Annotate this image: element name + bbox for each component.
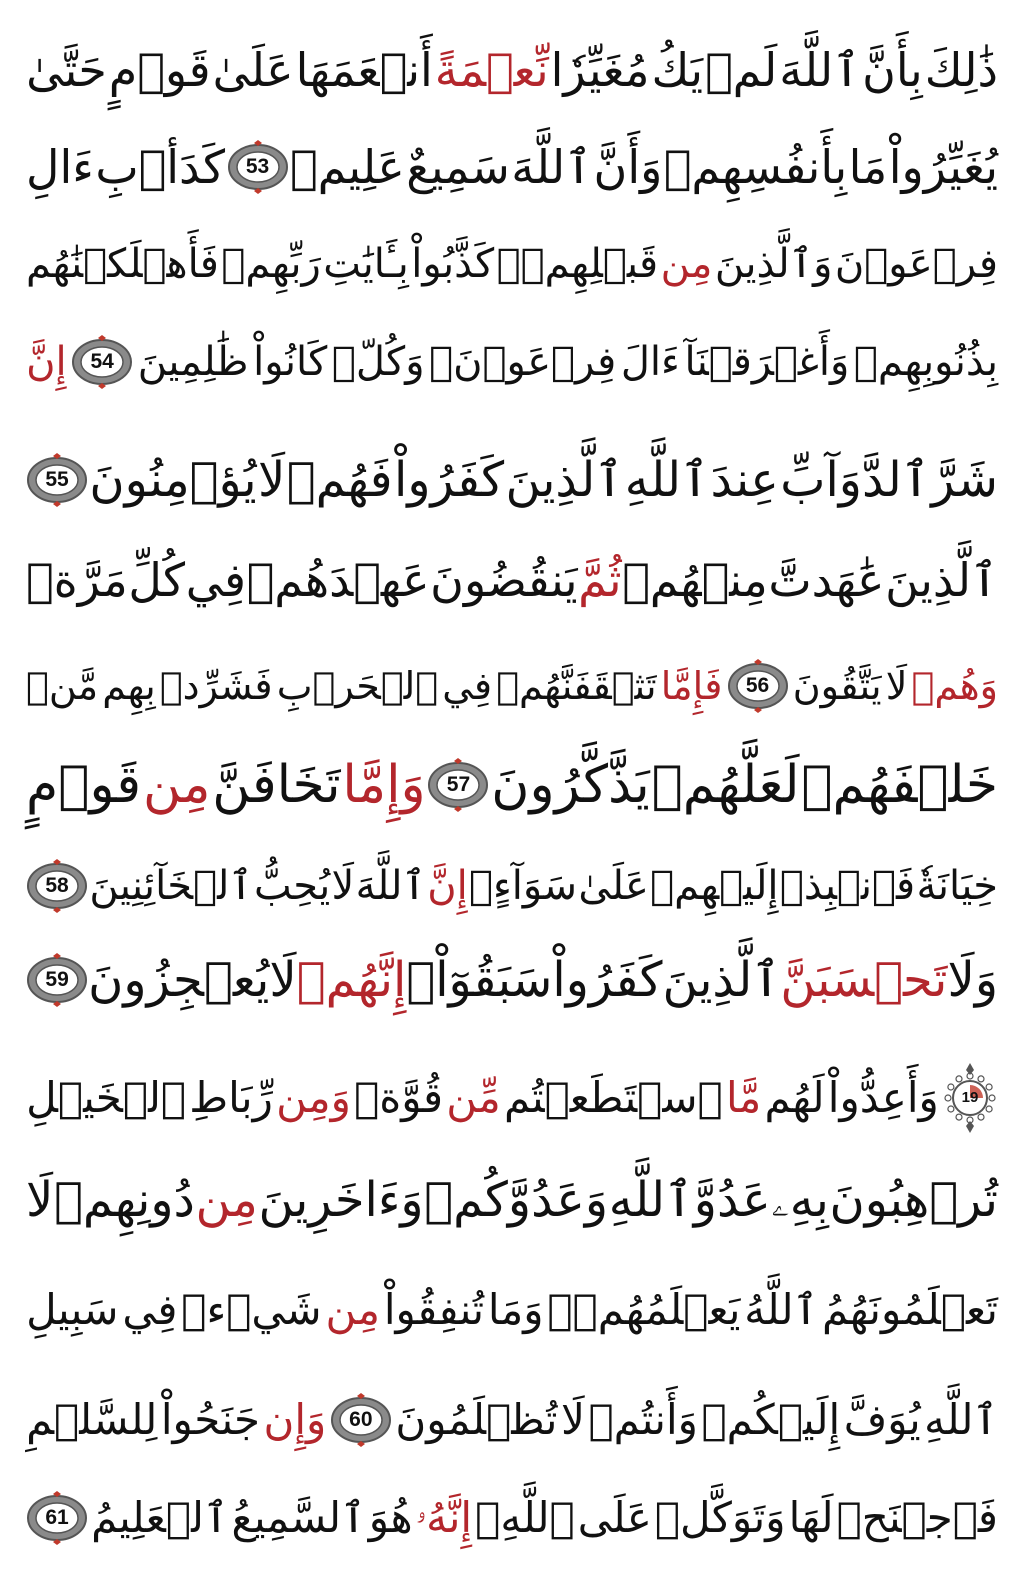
text-line-3 (26, 216, 998, 312)
quran-word: كَذَّبُواْ (411, 241, 495, 287)
quran-word: سَبِيلِ (26, 1285, 119, 1334)
text-line-10 (26, 932, 998, 1028)
quran-word: ٱللَّهِۚ (475, 1493, 575, 1542)
ayah-number: 54 (90, 350, 114, 373)
quran-word: لِلسَّلۡمِ (26, 1395, 158, 1444)
quran-word: عَلَىٰ (212, 43, 294, 97)
ayah-number-marker (26, 953, 88, 1007)
quran-word: مِن (660, 241, 713, 287)
quran-word: كَانُواْ (253, 339, 328, 385)
quran-word: ٱلدَّوَآبِّ (780, 452, 930, 508)
quran-word: عَٰهَدتَّ (768, 553, 885, 607)
quran-word: قَوۡمٍ (108, 43, 211, 97)
quran-word: قَبۡلِهِمۡۚ (496, 241, 659, 287)
quran-word: وَمَا (487, 1285, 544, 1334)
quran-word: بِـَٔايَٰتِ (323, 241, 409, 287)
quran-word: لَا (331, 863, 355, 909)
text-line-5 (26, 432, 998, 528)
quran-word: جَنَحُواْ (160, 1395, 260, 1444)
quran-word: إِلَيۡكُمۡ (701, 1395, 841, 1444)
ayah-number: 60 (349, 1408, 373, 1431)
text-line-12 (26, 1152, 998, 1248)
quran-word: تَعۡلَمُونَهُمُ (821, 1285, 998, 1334)
text-line-15 (26, 1470, 998, 1566)
text-line-14 (26, 1372, 998, 1468)
quran-word: يُوَفَّ (843, 1395, 921, 1444)
quran-word: يُعۡجِزُونَ (88, 952, 270, 1008)
quran-word: تُنفِقُواْ (383, 1285, 485, 1334)
quran-word: كَفَرُواْ (552, 952, 663, 1008)
quran-word: ٱلۡعَلِيمُ (91, 1493, 229, 1542)
ayah-number-marker (227, 140, 289, 194)
quran-word: يُحِبُّ (253, 863, 331, 909)
quran-word: عَهۡدَهُمۡ (246, 553, 430, 607)
quran-word: ءَالِ (26, 140, 94, 194)
quran-word: لَا (269, 952, 297, 1008)
quran-word: وَتَوَكَّلۡ (654, 1493, 786, 1542)
quran-word: يُغَيِّرُواْ (888, 140, 998, 194)
quran-word: بِأَنفُسِهِمۡ (663, 140, 848, 194)
quran-word: كُلِّ (128, 553, 186, 607)
text-line-8 (26, 737, 998, 833)
quran-word: رَبِّهِمۡ (221, 241, 321, 287)
text-line-1 (26, 22, 998, 118)
quran-word: مِن (142, 755, 211, 815)
quran-word: وَأَنتُمۡ (588, 1395, 698, 1444)
ayah-number-marker (427, 758, 489, 812)
ayah-number-marker (26, 453, 88, 507)
ayah-number: 58 (45, 874, 69, 897)
quran-word: فِرۡعَوۡنَ (834, 241, 998, 287)
text-line-9 (26, 838, 998, 934)
ayah-number: 53 (245, 155, 270, 178)
quran-word: ٱللَّهَ (779, 43, 861, 97)
quran-word: وَأَغۡرَقۡنَآ (684, 339, 850, 385)
quran-word: ٱللَّهَ (355, 863, 426, 909)
ayah-number-marker (26, 859, 88, 913)
quran-word: لَمۡ (705, 43, 778, 97)
ayah-number: 56 (745, 674, 770, 697)
quran-word: سَبَقُوٓاْۚ (406, 952, 553, 1008)
quran-word: لَا (560, 1395, 585, 1444)
quran-word: ٱلۡخَآئِنِينَ (89, 863, 253, 909)
quran-word: شَيۡءٖ (181, 1285, 322, 1334)
quran-word: إِنَّ (427, 863, 468, 909)
quran-word: ٱسۡتَطَعۡتُم (503, 1073, 723, 1122)
ayah-number-marker (727, 659, 789, 713)
quran-word: تَخَافَنَّ (212, 755, 341, 815)
quran-word: يَنقُضُونَ (430, 553, 578, 607)
quran-word: ٱلَّذِينَ (885, 553, 998, 607)
quran-word: وَكُلّٞ (331, 339, 425, 385)
quran-word: إِلَيۡهِمۡ (650, 863, 779, 909)
ayah-number-marker (330, 1393, 392, 1447)
quran-word: ٱللَّهِ (608, 1172, 694, 1228)
quran-word: لَا (885, 664, 908, 708)
quran-word: لَهَا (788, 1493, 834, 1542)
quran-word: ٱلۡخَيۡلِ (26, 1073, 187, 1122)
quran-word: ٱللَّهِ (924, 1395, 998, 1444)
quran-word: تُظۡلَمُونَ (395, 1395, 558, 1444)
quran-word: ءَالَ (620, 339, 680, 385)
hizb-quarter-marker (942, 1061, 998, 1135)
text-line-2 (26, 119, 998, 215)
quran-word: يُؤۡمِنُونَ (89, 452, 257, 508)
text-line-7 (26, 638, 998, 734)
quran-word: مُغَيِّرٗا (550, 43, 650, 97)
quran-word: وَإِن (263, 1395, 327, 1444)
quran-word: إِنَّهُۥ (415, 1493, 473, 1542)
quran-word: دُونِهِمۡ (54, 1172, 195, 1228)
quran-word: لَا (258, 452, 286, 508)
quran-word: فِي (442, 664, 493, 708)
quran-word: تُرۡهِبُونَ (829, 1172, 998, 1228)
quran-word: حَتَّىٰ (26, 43, 107, 97)
quran-word: فَإِمَّا (660, 664, 723, 708)
quran-word: وَهُمۡ (911, 664, 998, 708)
ayah-number: 61 (45, 1506, 69, 1529)
quran-word: قَوۡمٍ (26, 755, 142, 815)
quran-word: يَذَّكَّرُونَ (491, 755, 650, 815)
quran-word: مِّن (446, 1073, 501, 1122)
ayah-number: 57 (446, 773, 471, 796)
quran-word: يَكُ (651, 43, 704, 97)
quran-word: ثُمَّ (578, 553, 622, 607)
quran-word: مِن (195, 1172, 258, 1228)
quran-word: رِّبَاطِ (189, 1073, 273, 1122)
quran-word: عَلَىٰ (578, 863, 649, 909)
quran-word: إِنَّ (26, 339, 67, 385)
quran-word: وَٱلَّذِينَ (714, 241, 833, 287)
ayah-number: 59 (45, 968, 69, 991)
quran-word: فَهُمۡ (286, 452, 393, 508)
quran-word: سَمِيعٌ (406, 140, 510, 194)
ayah-number: 55 (45, 468, 69, 491)
ayah-number-marker (71, 335, 133, 389)
quran-word: لَعَلَّهُمۡ (651, 755, 800, 815)
quran-word: فَأَهۡلَكۡنَٰهُم (26, 241, 219, 287)
quran-word: مَرَّةٖ (26, 553, 128, 607)
quran-word: مَّنۡ (26, 664, 99, 708)
quran-word: عَلِيمٞ (290, 140, 405, 194)
quran-word: ٱلسَّمِيعُ (231, 1493, 366, 1542)
quran-word: نِّعۡمَةً (434, 43, 549, 97)
quran-word: فَشَرِّدۡ (159, 664, 273, 708)
quran-word: كَفَرُواْ (394, 452, 505, 508)
text-line-4 (26, 314, 998, 410)
quran-word: خِيَانَةٗ (916, 863, 998, 909)
text-line-6 (26, 532, 998, 628)
quran-word: فَٱجۡنَحۡ (836, 1493, 998, 1542)
quran-word: ٱللَّهَ (511, 140, 593, 194)
quran-word: فِي (185, 553, 247, 607)
quran-word: يَعۡلَمُهُمۡۚ (547, 1285, 741, 1334)
quran-word: فِرۡعَوۡنَۚ (429, 339, 617, 385)
quran-word: ٱلَّذِينَ (662, 952, 781, 1008)
text-line-13 (26, 1262, 998, 1358)
quran-word: وَلَا (947, 952, 998, 1008)
quran-word: بِأَنَّ (862, 43, 923, 97)
quran-word: مَّا (725, 1073, 762, 1122)
quran-word: بِهِم (102, 664, 156, 708)
quran-word: ذَٰلِكَ (924, 43, 998, 97)
quran-word: بِذُنُوبِهِمۡ (853, 339, 998, 385)
quran-word: بِهِۦ (771, 1172, 829, 1228)
quran-word: مِن (325, 1285, 380, 1334)
quran-word: لَا (26, 1172, 54, 1228)
quran-word: ٱللَّهُ (744, 1285, 819, 1334)
quran-word: يَتَّقُونَ (792, 664, 882, 708)
quran-word: ٱلَّذِينَ (505, 452, 624, 508)
quran-word: وَإِمَّا (342, 755, 426, 815)
quran-word: أَنۡعَمَهَا (295, 43, 433, 97)
quran-word: وَءَاخَرِينَ (258, 1172, 424, 1228)
quran-word: عِندَ (710, 452, 779, 508)
quran-word: خَلۡفَهُمۡ (801, 755, 998, 815)
quran-word: سَوَآءٍۚ (468, 863, 578, 909)
quran-word: شَرَّ (931, 452, 998, 508)
quran-word: تَحۡسَبَنَّ (780, 952, 948, 1008)
quran-word: ٱلۡحَرۡبِ (276, 664, 439, 708)
quran-word: عَدُوَّ (693, 1172, 771, 1228)
quran-word: مَا (848, 140, 888, 194)
quran-word: وَأَنَّ (593, 140, 663, 194)
quran-word: هُوَ (368, 1493, 413, 1542)
quran-word: فَٱنۢبِذۡ (779, 863, 916, 909)
ayah-number-marker (26, 1491, 88, 1545)
quran-word: لَهُم (764, 1073, 825, 1122)
quran-word: فِي (122, 1285, 178, 1334)
quran-word: وَعَدُوَّكُمۡ (424, 1172, 609, 1228)
quran-word: إِنَّهُمۡ (296, 952, 407, 1008)
quran-word: تَثۡقَفَنَّهُمۡ (496, 664, 657, 708)
hizb-number: 19 (961, 1089, 979, 1106)
quran-word: مِنۡهُمۡ (622, 553, 768, 607)
quran-word: عَلَى (577, 1493, 652, 1542)
quran-word: ٱللَّهِ (624, 452, 710, 508)
quran-word: وَأَعِدُّواْ (827, 1073, 939, 1122)
quran-word: ظَٰلِمِينَ (137, 339, 249, 385)
quran-word: وَمِن (276, 1073, 351, 1122)
text-line-11 (26, 1050, 998, 1146)
quran-word: قُوَّةٖ (354, 1073, 444, 1122)
quran-word: كَدَأۡبِ (95, 140, 226, 194)
